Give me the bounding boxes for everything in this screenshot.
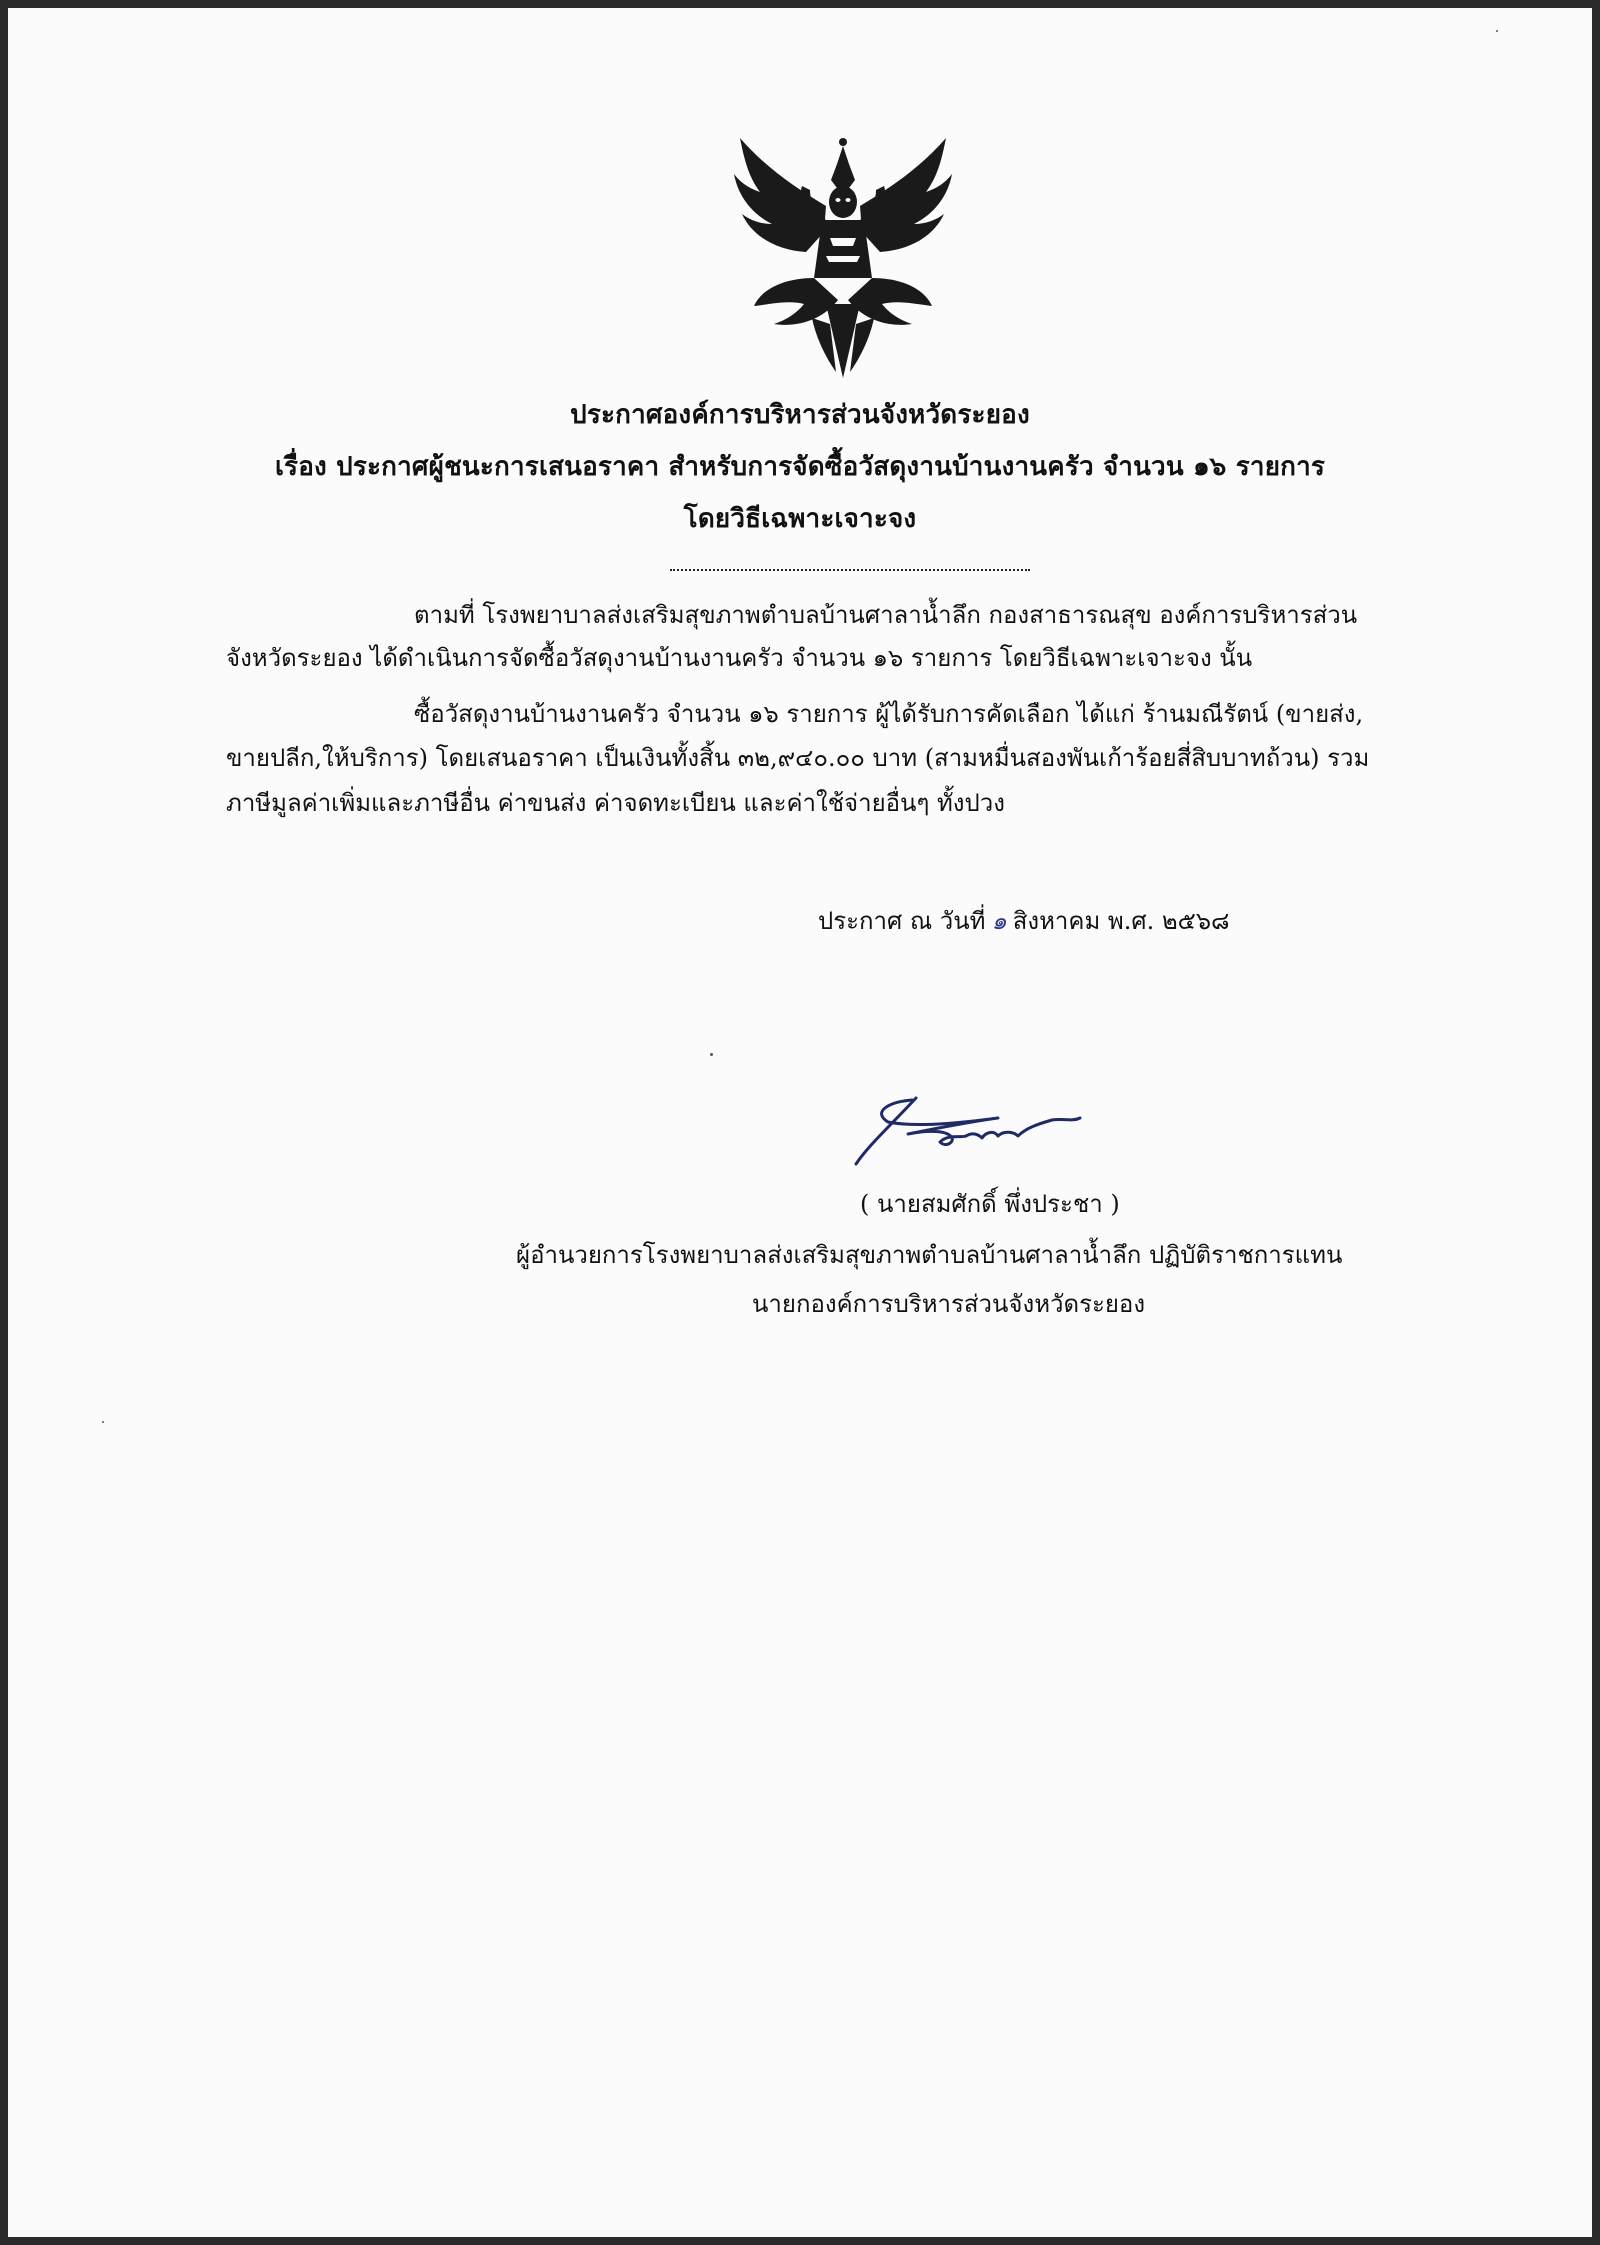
signatory-name: ( นายสมศักดิ์ พึ่งประชา )	[860, 1190, 1120, 1218]
separator-text: ........................................................................	[670, 549, 991, 565]
announcement-subject: เรื่อง ประกาศผู้ชนะการเสนอราคา สำหรับการจัดซื้อวัสดุงานบ้านงานครัว จำนวน ๑๖ รายการ	[274, 452, 1326, 482]
separator-rule	[670, 549, 1030, 571]
document-page	[8, 8, 1592, 2237]
paragraph2-line1: ซื้อวัสดุงานบ้านงานครัว จำนวน ๑๖ รายการ ผู้ได้รับการคัดเลือก ได้แก่ ร้านมณีรัตน์ (ขายส่ง,	[414, 700, 1364, 728]
signatory-acting-for: นายกองค์การบริหารส่วนจังหวัดระยอง	[752, 1290, 1146, 1318]
paragraph1-line2: จังหวัดระยอง ได้ดำเนินการจัดซื้อวัสดุงานบ้านงานครัว จำนวน ๑๖ รายการ โดยวิธีเฉพาะเจาะจง นั้น	[226, 644, 1253, 672]
handwritten-signature	[848, 1078, 1128, 1178]
paragraph2-line3: ภาษีมูลค่าเพิ่มและภาษีอื่น ค่าขนส่ง ค่าจดทะเบียน และค่าใช้จ่ายอื่นๆ ทั้งปวง	[226, 789, 1005, 817]
garuda-emblem-icon	[726, 128, 960, 383]
announcement-date	[818, 901, 1230, 940]
paper-speck	[710, 1053, 713, 1056]
announcement-title: ประกาศองค์การบริหารส่วนจังหวัดระยอง	[570, 400, 1030, 430]
date-day-handwritten: ๑	[991, 907, 1007, 935]
signatory-position: ผู้อำนวยการโรงพยาบาลส่งเสริมสุขภาพตำบลบ้านศาลาน้ำลึก ปฏิบัติราชการแทน	[516, 1241, 1343, 1269]
date-month-year: สิงหาคม พ.ศ. ๒๕๖๘	[1012, 907, 1230, 935]
paper-speck	[1496, 30, 1498, 32]
date-prefix: ประกาศ ณ วันที่	[818, 907, 986, 935]
paragraph1-line1: ตามที่ โรงพยาบาลส่งเสริมสุขภาพตำบลบ้านศาลาน้ำลึก กองสาธารณสุข องค์การบริหารส่วน	[414, 601, 1358, 629]
procurement-method: โดยวิธีเฉพาะเจาะจง	[683, 504, 917, 534]
paragraph2-line2: ขายปลีก,ให้บริการ) โดยเสนอราคา เป็นเงินทั้งสิ้น ๓๒,๙๔๐.๐๐ บาท (สามหมื่นสองพันเก้าร้อยสี่สิบบาทถ้วน) รวม	[226, 744, 1370, 772]
paper-speck	[102, 1421, 104, 1423]
